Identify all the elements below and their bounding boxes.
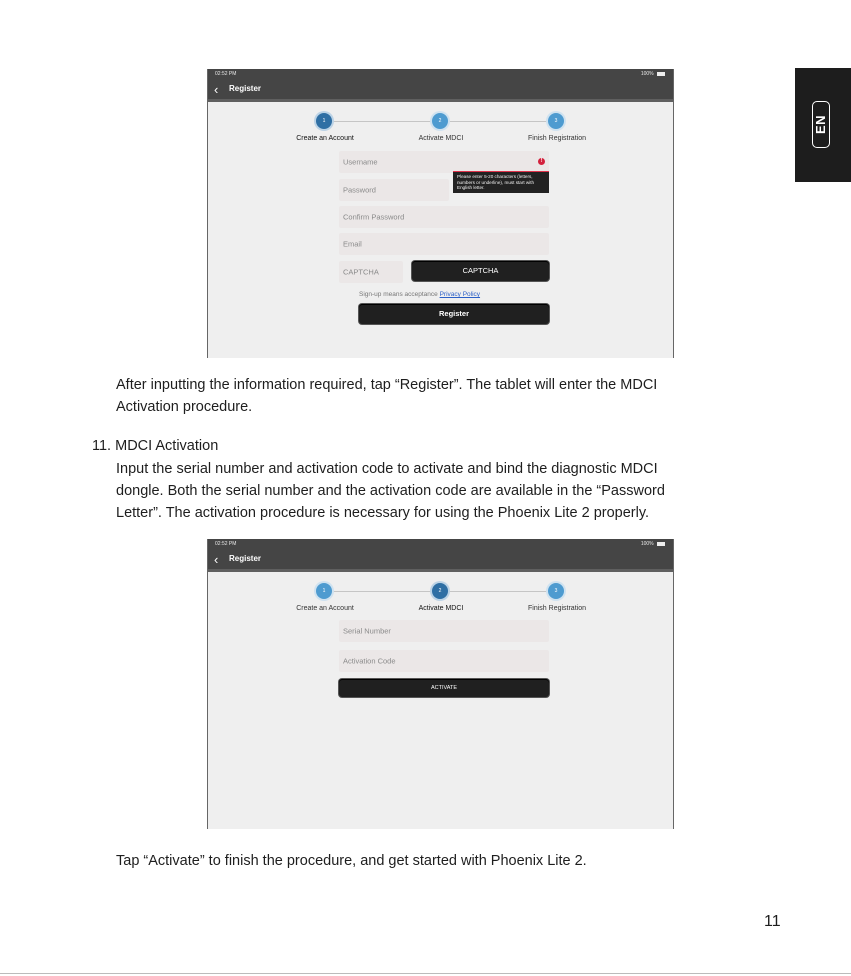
- app-bar: [208, 80, 673, 99]
- validation-tooltip: [453, 172, 549, 193]
- app-title: Register: [229, 554, 262, 563]
- step-1-label: Create an Account: [296, 605, 354, 612]
- app-bar-divider: [208, 569, 673, 572]
- app-bar-divider: [208, 99, 673, 102]
- status-time: 02:52 PM: [215, 541, 237, 547]
- paragraph-2-line-2: dongle. Both the serial number and the activation code are available in the “Password: [116, 483, 665, 499]
- email-placeholder: Email: [343, 239, 362, 249]
- language-tab: [795, 68, 851, 182]
- step-2-dot: 2: [432, 583, 448, 599]
- paragraph-2-line-1: Input the serial number and activation code to activate and bind the diagnostic MDCI: [116, 461, 658, 477]
- footer-rule: [0, 973, 851, 974]
- back-arrow-icon[interactable]: ‹: [214, 552, 219, 567]
- section-heading: 11. MDCI Activation: [92, 438, 219, 454]
- privacy-policy-link[interactable]: Privacy Policy: [439, 291, 481, 298]
- battery-icon: [657, 542, 665, 546]
- register-screenshot: [207, 69, 674, 358]
- password-placeholder: Password: [343, 185, 376, 195]
- activation-code-field[interactable]: [339, 650, 549, 672]
- step-1-dot: 1: [316, 583, 332, 599]
- activate-screenshot: [207, 539, 674, 829]
- activate-button[interactable]: ACTIVATE: [339, 679, 549, 697]
- username-placeholder: Username: [343, 157, 378, 167]
- email-field[interactable]: [339, 233, 549, 255]
- tooltip-text: Please enter 5-20 characters (letters, numbers or underline), must start with English letter.: [457, 174, 535, 190]
- serial-number-field[interactable]: [339, 620, 549, 642]
- back-arrow-icon[interactable]: ‹: [214, 82, 219, 97]
- activation-code-placeholder: Activation Code: [343, 656, 396, 666]
- step-2-label: Activate MDCI: [418, 605, 464, 612]
- app-bar: [208, 550, 673, 569]
- paragraph-1-line-2: Activation procedure.: [116, 399, 253, 415]
- confirm-password-field[interactable]: [339, 206, 549, 228]
- serial-number-placeholder: Serial Number: [343, 626, 391, 636]
- step-3-dot: 3: [548, 583, 564, 599]
- captcha-placeholder: CAPTCHA: [343, 267, 379, 277]
- paragraph-2-line-3: Letter”. The activation procedure is necessary for using the Phoenix Lite 2 properly.: [116, 505, 650, 521]
- step-2-label: Activate MDCI: [418, 135, 464, 142]
- step-3-label: Finish Registration: [528, 135, 586, 142]
- step-3-label: Finish Registration: [528, 605, 586, 612]
- step-3-dot: 3: [548, 113, 564, 129]
- app-title: Register: [229, 84, 262, 93]
- battery-indicator: [641, 69, 665, 80]
- paragraph-3: Tap “Activate” to finish the procedure, and get started with Phoenix Lite 2.: [116, 853, 587, 869]
- step-2-dot: 2: [432, 113, 448, 129]
- language-badge: [812, 101, 830, 148]
- username-field[interactable]: [339, 151, 549, 173]
- battery-level: 100%: [640, 71, 654, 77]
- captcha-button[interactable]: CAPTCHA: [412, 261, 549, 281]
- terms-note: [359, 291, 480, 298]
- confirm-password-placeholder: Confirm Password: [343, 212, 405, 222]
- page-number: 11: [764, 913, 781, 930]
- status-bar: [208, 69, 673, 80]
- step-1-label: Create an Account: [296, 135, 354, 142]
- error-icon: !: [538, 158, 545, 165]
- status-time: 02:52 PM: [215, 71, 237, 77]
- captcha-field[interactable]: [339, 261, 403, 283]
- battery-level: 100%: [640, 541, 654, 547]
- step-1-dot: 1: [316, 113, 332, 129]
- status-bar: [208, 539, 673, 550]
- register-button[interactable]: Register: [359, 304, 549, 324]
- battery-indicator: [641, 539, 665, 550]
- battery-icon: [657, 72, 665, 76]
- terms-text: Sign-up means acceptance: [359, 291, 440, 298]
- password-field[interactable]: [339, 179, 449, 201]
- paragraph-1-line-1: After inputting the information required, tap “Register”. The tablet will enter the MDCI: [116, 377, 658, 393]
- language-label: EN: [813, 114, 829, 135]
